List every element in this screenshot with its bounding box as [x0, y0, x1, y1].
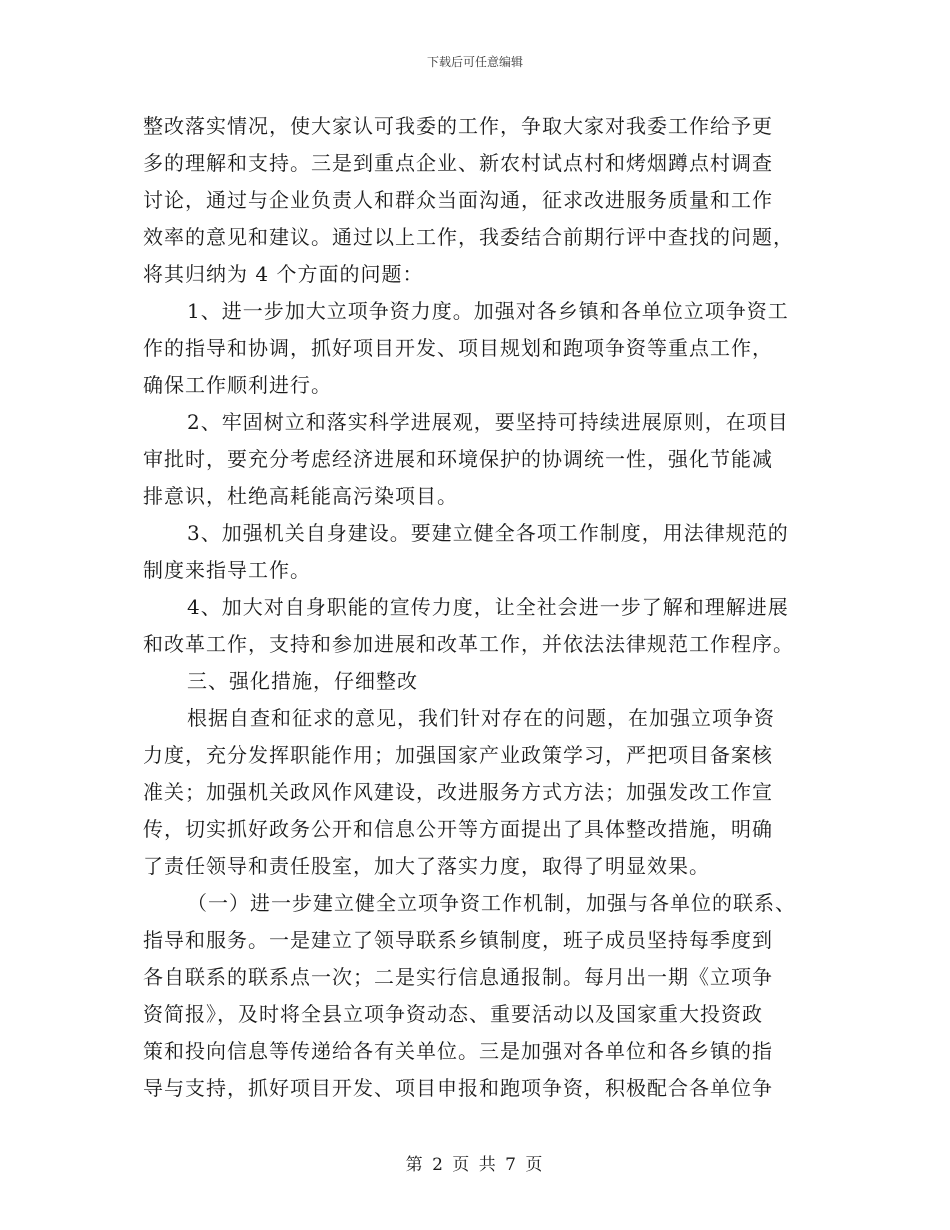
document-body — [143, 108, 808, 1107]
text-line: 整改落实情况，使大家认可我委的工作，争取大家对我委工作给予更 — [143, 114, 773, 138]
text-line: 导与支持，抓好项目开发、项目申报和跑项争资，积极配合各单位争 — [143, 1076, 773, 1100]
text-line: 3、加强机关自身建设。要建立健全各项工作制度，用法律规范的 — [187, 521, 789, 545]
text-line: 2、牢固树立和落实科学进展观，要坚持可持续进展原则，在项目 — [187, 410, 789, 434]
text-line: 准关；加强机关政风作风建设，改进服务方式方法；加强发改工作宣 — [143, 780, 773, 804]
text-line: 确保工作顺利进行。 — [143, 373, 332, 397]
text-line: 传，切实抓好政务公开和信息公开等方面提出了具体整改措施，明确 — [143, 817, 773, 841]
text-line: 效率的意见和建议。通过以上工作，我委结合前期行评中查找的问题， — [143, 225, 794, 249]
text-line: 4、加大对自身职能的宣传力度，让全社会进一步了解和理解进展 — [187, 595, 789, 619]
text-line: 排意识，杜绝高耗能高污染项目。 — [143, 484, 458, 508]
text-line: 1、进一步加大立项争资力度。加强对各乡镇和各单位立项争资工 — [187, 299, 789, 323]
text-line: 和改革工作，支持和参加进展和改革工作，并依法法律规范工作程序。 — [143, 632, 794, 656]
text-line: （一）进一步建立健全立项争资工作机制，加强与各单位的联系、 — [187, 891, 796, 915]
text-line: 力度，充分发挥职能作用；加强国家产业政策学习，严把项目备案核 — [143, 743, 773, 767]
section-heading: 三、强化措施，仔细整改 — [187, 669, 418, 693]
text-line: 多的理解和支持。三是到重点企业、新农村试点村和烤烟蹲点村调查 — [143, 151, 773, 175]
text-line: 指导和服务。一是建立了领导联系乡镇制度，班子成员坚持每季度到 — [143, 928, 773, 952]
text-line: 作的指导和协调，抓好项目开发、项目规划和跑项争资等重点工作， — [143, 336, 773, 360]
download-note: 下载后可任意编辑 — [426, 55, 523, 69]
text-line: 了责任领导和责任股室，加大了落实力度，取得了明显效果。 — [143, 854, 710, 878]
text-line: 将其归纳为 4 个方面的问题： — [143, 262, 424, 286]
text-line: 资简报》，及时将全县立项争资动态、重要活动以及国家重大投资政 — [143, 1002, 763, 1026]
text-line: 各自联系的联系点一次；二是实行信息通报制。每月出一期《立项争 — [143, 965, 773, 989]
text-line: 制度来指导工作。 — [143, 558, 311, 582]
text-line: 根据自查和征求的意见，我们针对存在的问题，在加强立项争资 — [187, 706, 775, 730]
text-line: 审批时，要充分考虑经济进展和环境保护的协调统一性，强化节能减 — [143, 447, 773, 471]
text-line: 讨论，通过与企业负责人和群众当面沟通，征求改进服务质量和工作 — [143, 188, 773, 212]
text-line: 策和投向信息等传递给各有关单位。三是加强对各单位和各乡镇的指 — [143, 1039, 773, 1063]
page-number: 第 2 页 共 7 页 — [405, 1155, 545, 1175]
